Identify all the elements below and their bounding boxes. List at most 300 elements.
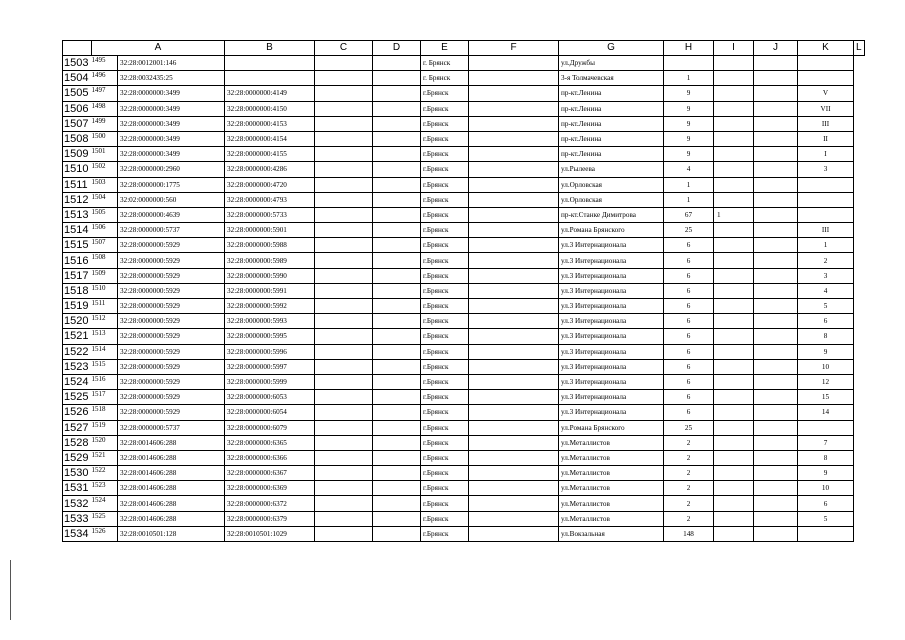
cell-f[interactable]: г.Брянск: [421, 238, 469, 253]
cell-i[interactable]: 2: [664, 450, 714, 465]
cell-c[interactable]: 32:28:0000000:5992: [225, 299, 315, 314]
cell-k[interactable]: [754, 435, 798, 450]
cell-a[interactable]: 1516: [92, 374, 118, 389]
cell-d[interactable]: [315, 466, 373, 481]
cell-j[interactable]: [714, 86, 754, 101]
row-number[interactable]: 1532: [63, 496, 92, 511]
cell-f[interactable]: г.Брянск: [421, 420, 469, 435]
cell-h[interactable]: ул.3 Интернационала: [559, 390, 664, 405]
cell-e[interactable]: [373, 238, 421, 253]
cell-c[interactable]: 32:28:0000000:5989: [225, 253, 315, 268]
cell-a[interactable]: 1509: [92, 268, 118, 283]
column-header-b[interactable]: B: [225, 41, 315, 56]
row-number[interactable]: 1521: [63, 329, 92, 344]
cell-d[interactable]: [315, 526, 373, 541]
cell-f[interactable]: г.Брянск: [421, 162, 469, 177]
cell-e[interactable]: [373, 314, 421, 329]
cell-f[interactable]: г.Брянск: [421, 299, 469, 314]
cell-l[interactable]: [798, 192, 854, 207]
cell-b[interactable]: 32:28:0014606:288: [118, 450, 225, 465]
cell-i[interactable]: 9: [664, 131, 714, 146]
cell-j[interactable]: [714, 177, 754, 192]
cell-c[interactable]: 32:28:0000000:6053: [225, 390, 315, 405]
cell-g[interactable]: [469, 435, 559, 450]
cell-k[interactable]: [754, 131, 798, 146]
cell-k[interactable]: [754, 147, 798, 162]
cell-l[interactable]: 4: [798, 283, 854, 298]
cell-h[interactable]: ул.3 Интернационала: [559, 405, 664, 420]
cell-e[interactable]: [373, 162, 421, 177]
row-number[interactable]: 1504: [63, 71, 92, 86]
cell-b[interactable]: 32:28:0000000:5929: [118, 299, 225, 314]
cell-f[interactable]: г.Брянск: [421, 131, 469, 146]
column-header-d[interactable]: D: [373, 41, 421, 56]
cell-a[interactable]: 1503: [92, 177, 118, 192]
cell-i[interactable]: 25: [664, 420, 714, 435]
cell-l[interactable]: 5: [798, 511, 854, 526]
cell-h[interactable]: ул.Металлистов: [559, 481, 664, 496]
cell-d[interactable]: [315, 116, 373, 131]
cell-a[interactable]: 1502: [92, 162, 118, 177]
cell-e[interactable]: [373, 147, 421, 162]
cell-g[interactable]: [469, 405, 559, 420]
cell-g[interactable]: [469, 268, 559, 283]
cell-g[interactable]: [469, 101, 559, 116]
cell-f[interactable]: г.Брянск: [421, 496, 469, 511]
cell-c[interactable]: 32:28:0000000:6369: [225, 481, 315, 496]
cell-b[interactable]: 32:28:0014606:288: [118, 481, 225, 496]
cell-f[interactable]: г.Брянск: [421, 511, 469, 526]
cell-d[interactable]: [315, 147, 373, 162]
cell-d[interactable]: [315, 374, 373, 389]
cell-h[interactable]: пр-кт.Ленина: [559, 86, 664, 101]
cell-g[interactable]: [469, 56, 559, 71]
cell-j[interactable]: [714, 268, 754, 283]
cell-d[interactable]: [315, 223, 373, 238]
cell-f[interactable]: г.Брянск: [421, 526, 469, 541]
cell-d[interactable]: [315, 86, 373, 101]
cell-a[interactable]: 1524: [92, 496, 118, 511]
cell-e[interactable]: [373, 466, 421, 481]
cell-f[interactable]: г.Брянск: [421, 223, 469, 238]
cell-d[interactable]: [315, 359, 373, 374]
cell-g[interactable]: [469, 359, 559, 374]
row-number[interactable]: 1527: [63, 420, 92, 435]
cell-e[interactable]: [373, 329, 421, 344]
cell-j[interactable]: [714, 390, 754, 405]
cell-e[interactable]: [373, 283, 421, 298]
cell-g[interactable]: [469, 344, 559, 359]
cell-d[interactable]: [315, 481, 373, 496]
cell-j[interactable]: [714, 450, 754, 465]
row-number[interactable]: 1506: [63, 101, 92, 116]
cell-f[interactable]: г.Брянск: [421, 207, 469, 222]
cell-j[interactable]: [714, 253, 754, 268]
cell-j[interactable]: [714, 162, 754, 177]
cell-l[interactable]: [798, 526, 854, 541]
cell-e[interactable]: [373, 420, 421, 435]
cell-c[interactable]: 32:28:0000000:5999: [225, 374, 315, 389]
cell-g[interactable]: [469, 162, 559, 177]
cell-b[interactable]: 32:28:0000000:5929: [118, 374, 225, 389]
row-number[interactable]: 1503: [63, 56, 92, 71]
cell-k[interactable]: [754, 496, 798, 511]
column-header-e[interactable]: E: [421, 41, 469, 56]
cell-g[interactable]: [469, 374, 559, 389]
cell-d[interactable]: [315, 450, 373, 465]
cell-j[interactable]: [714, 131, 754, 146]
cell-b[interactable]: 32:02:0000000:560: [118, 192, 225, 207]
cell-h[interactable]: пр-кт.Ленина: [559, 131, 664, 146]
cell-f[interactable]: г. Брянск: [421, 56, 469, 71]
cell-c[interactable]: 32:28:0000000:6367: [225, 466, 315, 481]
cell-k[interactable]: [754, 359, 798, 374]
cell-a[interactable]: 1519: [92, 420, 118, 435]
cell-i[interactable]: 1: [664, 177, 714, 192]
cell-l[interactable]: [798, 56, 854, 71]
cell-i[interactable]: 2: [664, 435, 714, 450]
cell-h[interactable]: ул.3 Интернационала: [559, 314, 664, 329]
cell-k[interactable]: [754, 207, 798, 222]
cell-b[interactable]: 32:28:0000000:2960: [118, 162, 225, 177]
cell-a[interactable]: 1498: [92, 101, 118, 116]
cell-l[interactable]: 12: [798, 374, 854, 389]
cell-f[interactable]: г.Брянск: [421, 435, 469, 450]
cell-i[interactable]: 9: [664, 116, 714, 131]
cell-b[interactable]: 32:28:0000000:1775: [118, 177, 225, 192]
cell-k[interactable]: [754, 344, 798, 359]
cell-d[interactable]: [315, 390, 373, 405]
cell-c[interactable]: 32:28:0000000:5901: [225, 223, 315, 238]
cell-k[interactable]: [754, 253, 798, 268]
cell-i[interactable]: 6: [664, 314, 714, 329]
cell-b[interactable]: 32:28:0000000:4639: [118, 207, 225, 222]
cell-d[interactable]: [315, 56, 373, 71]
cell-d[interactable]: [315, 314, 373, 329]
cell-b[interactable]: 32:28:0000000:5929: [118, 329, 225, 344]
cell-j[interactable]: [714, 71, 754, 86]
cell-a[interactable]: 1497: [92, 86, 118, 101]
cell-c[interactable]: 32:28:0000000:6365: [225, 435, 315, 450]
cell-c[interactable]: 32:28:0000000:4154: [225, 131, 315, 146]
cell-a[interactable]: 1512: [92, 314, 118, 329]
cell-g[interactable]: [469, 299, 559, 314]
cell-j[interactable]: [714, 420, 754, 435]
cell-h[interactable]: ул.Металлистов: [559, 450, 664, 465]
cell-c[interactable]: 32:28:0000000:4286: [225, 162, 315, 177]
cell-e[interactable]: [373, 359, 421, 374]
cell-d[interactable]: [315, 207, 373, 222]
cell-d[interactable]: [315, 162, 373, 177]
cell-g[interactable]: [469, 481, 559, 496]
cell-a[interactable]: 1508: [92, 253, 118, 268]
cell-c[interactable]: 32:28:0000000:5991: [225, 283, 315, 298]
row-number[interactable]: 1510: [63, 162, 92, 177]
column-header-h[interactable]: H: [664, 41, 714, 56]
cell-h[interactable]: ул.3 Интернационала: [559, 344, 664, 359]
cell-b[interactable]: 32:28:0000000:5737: [118, 223, 225, 238]
cell-h[interactable]: ул.3 Интернационала: [559, 359, 664, 374]
cell-l[interactable]: III: [798, 116, 854, 131]
cell-a[interactable]: 1504: [92, 192, 118, 207]
cell-l[interactable]: [798, 71, 854, 86]
cell-h[interactable]: ул.3 Интернационала: [559, 329, 664, 344]
cell-c[interactable]: 32:28:0000000:4793: [225, 192, 315, 207]
cell-k[interactable]: [754, 116, 798, 131]
cell-h[interactable]: ул.3 Интернационала: [559, 253, 664, 268]
cell-f[interactable]: г.Брянск: [421, 481, 469, 496]
cell-e[interactable]: [373, 405, 421, 420]
cell-g[interactable]: [469, 511, 559, 526]
cell-f[interactable]: г.Брянск: [421, 359, 469, 374]
cell-h[interactable]: ул.Металлистов: [559, 511, 664, 526]
cell-k[interactable]: [754, 192, 798, 207]
cell-b[interactable]: 32:28:0014606:288: [118, 511, 225, 526]
cell-b[interactable]: 32:28:0014606:288: [118, 466, 225, 481]
cell-j[interactable]: [714, 511, 754, 526]
row-number[interactable]: 1505: [63, 86, 92, 101]
column-header-i[interactable]: I: [714, 41, 754, 56]
cell-f[interactable]: г.Брянск: [421, 314, 469, 329]
cell-c[interactable]: 32:28:0000000:5997: [225, 359, 315, 374]
cell-k[interactable]: [754, 238, 798, 253]
cell-g[interactable]: [469, 283, 559, 298]
cell-c[interactable]: 32:28:0000000:5995: [225, 329, 315, 344]
cell-j[interactable]: [714, 147, 754, 162]
cell-l[interactable]: II: [798, 131, 854, 146]
cell-e[interactable]: [373, 71, 421, 86]
column-header-f[interactable]: F: [469, 41, 559, 56]
cell-e[interactable]: [373, 268, 421, 283]
cell-i[interactable]: 6: [664, 329, 714, 344]
cell-a[interactable]: 1513: [92, 329, 118, 344]
cell-l[interactable]: 9: [798, 344, 854, 359]
cell-c[interactable]: 32:28:0000000:5993: [225, 314, 315, 329]
cell-k[interactable]: [754, 450, 798, 465]
cell-g[interactable]: [469, 192, 559, 207]
cell-i[interactable]: 4: [664, 162, 714, 177]
cell-a[interactable]: 1517: [92, 390, 118, 405]
cell-f[interactable]: г.Брянск: [421, 147, 469, 162]
cell-c[interactable]: 32:28:0000000:4150: [225, 101, 315, 116]
cell-j[interactable]: [714, 496, 754, 511]
cell-c[interactable]: [225, 71, 315, 86]
cell-a[interactable]: 1510: [92, 283, 118, 298]
cell-k[interactable]: [754, 56, 798, 71]
cell-d[interactable]: [315, 299, 373, 314]
cell-i[interactable]: 148: [664, 526, 714, 541]
cell-b[interactable]: 32:28:0000000:3499: [118, 131, 225, 146]
cell-e[interactable]: [373, 177, 421, 192]
cell-h[interactable]: пр-кт.Ленина: [559, 147, 664, 162]
cell-l[interactable]: 6: [798, 496, 854, 511]
cell-e[interactable]: [373, 86, 421, 101]
cell-c[interactable]: 32:28:0010501:1029: [225, 526, 315, 541]
cell-d[interactable]: [315, 177, 373, 192]
cell-j[interactable]: [714, 359, 754, 374]
cell-f[interactable]: г.Брянск: [421, 268, 469, 283]
cell-i[interactable]: 6: [664, 268, 714, 283]
cell-l[interactable]: 5: [798, 299, 854, 314]
cell-e[interactable]: [373, 435, 421, 450]
cell-l[interactable]: [798, 177, 854, 192]
cell-d[interactable]: [315, 496, 373, 511]
cell-j[interactable]: [714, 314, 754, 329]
row-number[interactable]: 1531: [63, 481, 92, 496]
cell-f[interactable]: г.Брянск: [421, 466, 469, 481]
cell-f[interactable]: г.Брянск: [421, 390, 469, 405]
cell-c[interactable]: [225, 56, 315, 71]
cell-a[interactable]: 1505: [92, 207, 118, 222]
cell-j[interactable]: [714, 101, 754, 116]
cell-e[interactable]: [373, 390, 421, 405]
cell-k[interactable]: [754, 390, 798, 405]
cell-i[interactable]: 1: [664, 192, 714, 207]
cell-j[interactable]: [714, 329, 754, 344]
cell-g[interactable]: [469, 253, 559, 268]
row-number[interactable]: 1525: [63, 390, 92, 405]
cell-b[interactable]: 32:28:0010501:128: [118, 526, 225, 541]
cell-g[interactable]: [469, 526, 559, 541]
cell-h[interactable]: пр-кт.Станке Димитрова: [559, 207, 664, 222]
column-header-c[interactable]: C: [315, 41, 373, 56]
cell-a[interactable]: 1514: [92, 344, 118, 359]
cell-k[interactable]: [754, 526, 798, 541]
cell-h[interactable]: ул.Металлистов: [559, 466, 664, 481]
cell-g[interactable]: [469, 329, 559, 344]
cell-j[interactable]: [714, 223, 754, 238]
cell-j[interactable]: [714, 283, 754, 298]
cell-a[interactable]: 1515: [92, 359, 118, 374]
cell-b[interactable]: 32:28:0000000:5929: [118, 283, 225, 298]
cell-b[interactable]: 32:28:0000000:3499: [118, 147, 225, 162]
cell-h[interactable]: ул.Орловская: [559, 177, 664, 192]
cell-k[interactable]: [754, 511, 798, 526]
cell-l[interactable]: 10: [798, 481, 854, 496]
cell-f[interactable]: г.Брянск: [421, 192, 469, 207]
cell-l[interactable]: [798, 420, 854, 435]
cell-f[interactable]: г.Брянск: [421, 344, 469, 359]
row-number[interactable]: 1519: [63, 299, 92, 314]
cell-c[interactable]: 32:28:0000000:4720: [225, 177, 315, 192]
cell-e[interactable]: [373, 344, 421, 359]
cell-k[interactable]: [754, 86, 798, 101]
cell-j[interactable]: [714, 192, 754, 207]
cell-l[interactable]: V: [798, 86, 854, 101]
cell-a[interactable]: 1506: [92, 223, 118, 238]
column-header-k[interactable]: K: [798, 41, 854, 56]
cell-k[interactable]: [754, 329, 798, 344]
cell-h[interactable]: ул.3 Интернационала: [559, 238, 664, 253]
row-number[interactable]: 1520: [63, 314, 92, 329]
cell-i[interactable]: [664, 56, 714, 71]
cell-l[interactable]: 3: [798, 268, 854, 283]
cell-h[interactable]: ул.Рылеева: [559, 162, 664, 177]
cell-d[interactable]: [315, 435, 373, 450]
cell-e[interactable]: [373, 131, 421, 146]
cell-c[interactable]: 32:28:0000000:6366: [225, 450, 315, 465]
cell-l[interactable]: [798, 207, 854, 222]
cell-g[interactable]: [469, 420, 559, 435]
cell-b[interactable]: 32:28:0000000:5929: [118, 344, 225, 359]
cell-l[interactable]: VII: [798, 101, 854, 116]
cell-g[interactable]: [469, 207, 559, 222]
row-number[interactable]: 1528: [63, 435, 92, 450]
cell-g[interactable]: [469, 71, 559, 86]
cell-f[interactable]: г. Брянск: [421, 71, 469, 86]
cell-g[interactable]: [469, 86, 559, 101]
cell-h[interactable]: ул.Романа Брянского: [559, 420, 664, 435]
cell-d[interactable]: [315, 283, 373, 298]
cell-a[interactable]: 1507: [92, 238, 118, 253]
cell-g[interactable]: [469, 314, 559, 329]
cell-a[interactable]: 1496: [92, 71, 118, 86]
cell-k[interactable]: [754, 481, 798, 496]
cell-i[interactable]: 67: [664, 207, 714, 222]
cell-k[interactable]: [754, 466, 798, 481]
cell-l[interactable]: III: [798, 223, 854, 238]
cell-j[interactable]: [714, 344, 754, 359]
cell-a[interactable]: 1522: [92, 466, 118, 481]
cell-h[interactable]: ул.3 Интернационала: [559, 268, 664, 283]
cell-i[interactable]: 25: [664, 223, 714, 238]
row-number[interactable]: 1511: [63, 177, 92, 192]
cell-l[interactable]: 1: [798, 238, 854, 253]
cell-b[interactable]: 32:28:0000000:5929: [118, 253, 225, 268]
cell-j[interactable]: [714, 374, 754, 389]
cell-l[interactable]: I: [798, 147, 854, 162]
cell-b[interactable]: 32:28:0014606:288: [118, 435, 225, 450]
cell-d[interactable]: [315, 329, 373, 344]
cell-h[interactable]: ул.Дружбы: [559, 56, 664, 71]
row-number[interactable]: 1530: [63, 466, 92, 481]
cell-e[interactable]: [373, 223, 421, 238]
cell-f[interactable]: г.Брянск: [421, 101, 469, 116]
cell-g[interactable]: [469, 116, 559, 131]
cell-e[interactable]: [373, 56, 421, 71]
row-number[interactable]: 1529: [63, 450, 92, 465]
cell-c[interactable]: 32:28:0000000:6372: [225, 496, 315, 511]
cell-l[interactable]: 14: [798, 405, 854, 420]
cell-a[interactable]: 1500: [92, 131, 118, 146]
cell-b[interactable]: 32:28:0000000:5929: [118, 238, 225, 253]
cell-b[interactable]: 32:28:0000000:5929: [118, 268, 225, 283]
cell-a[interactable]: 1525: [92, 511, 118, 526]
cell-l[interactable]: 10: [798, 359, 854, 374]
cell-f[interactable]: г.Брянск: [421, 374, 469, 389]
cell-c[interactable]: 32:28:0000000:6079: [225, 420, 315, 435]
cell-i[interactable]: 6: [664, 390, 714, 405]
cell-c[interactable]: 32:28:0000000:4149: [225, 86, 315, 101]
cell-e[interactable]: [373, 207, 421, 222]
cell-l[interactable]: 7: [798, 435, 854, 450]
cell-d[interactable]: [315, 131, 373, 146]
cell-f[interactable]: г.Брянск: [421, 450, 469, 465]
cell-b[interactable]: 32:28:0012001:146: [118, 56, 225, 71]
cell-d[interactable]: [315, 268, 373, 283]
cell-e[interactable]: [373, 253, 421, 268]
cell-i[interactable]: 6: [664, 238, 714, 253]
cell-c[interactable]: 32:28:0000000:4153: [225, 116, 315, 131]
cell-e[interactable]: [373, 511, 421, 526]
cell-k[interactable]: [754, 223, 798, 238]
cell-i[interactable]: 6: [664, 405, 714, 420]
cell-l[interactable]: 8: [798, 329, 854, 344]
cell-k[interactable]: [754, 162, 798, 177]
cell-k[interactable]: [754, 314, 798, 329]
cell-k[interactable]: [754, 405, 798, 420]
cell-l[interactable]: 8: [798, 450, 854, 465]
